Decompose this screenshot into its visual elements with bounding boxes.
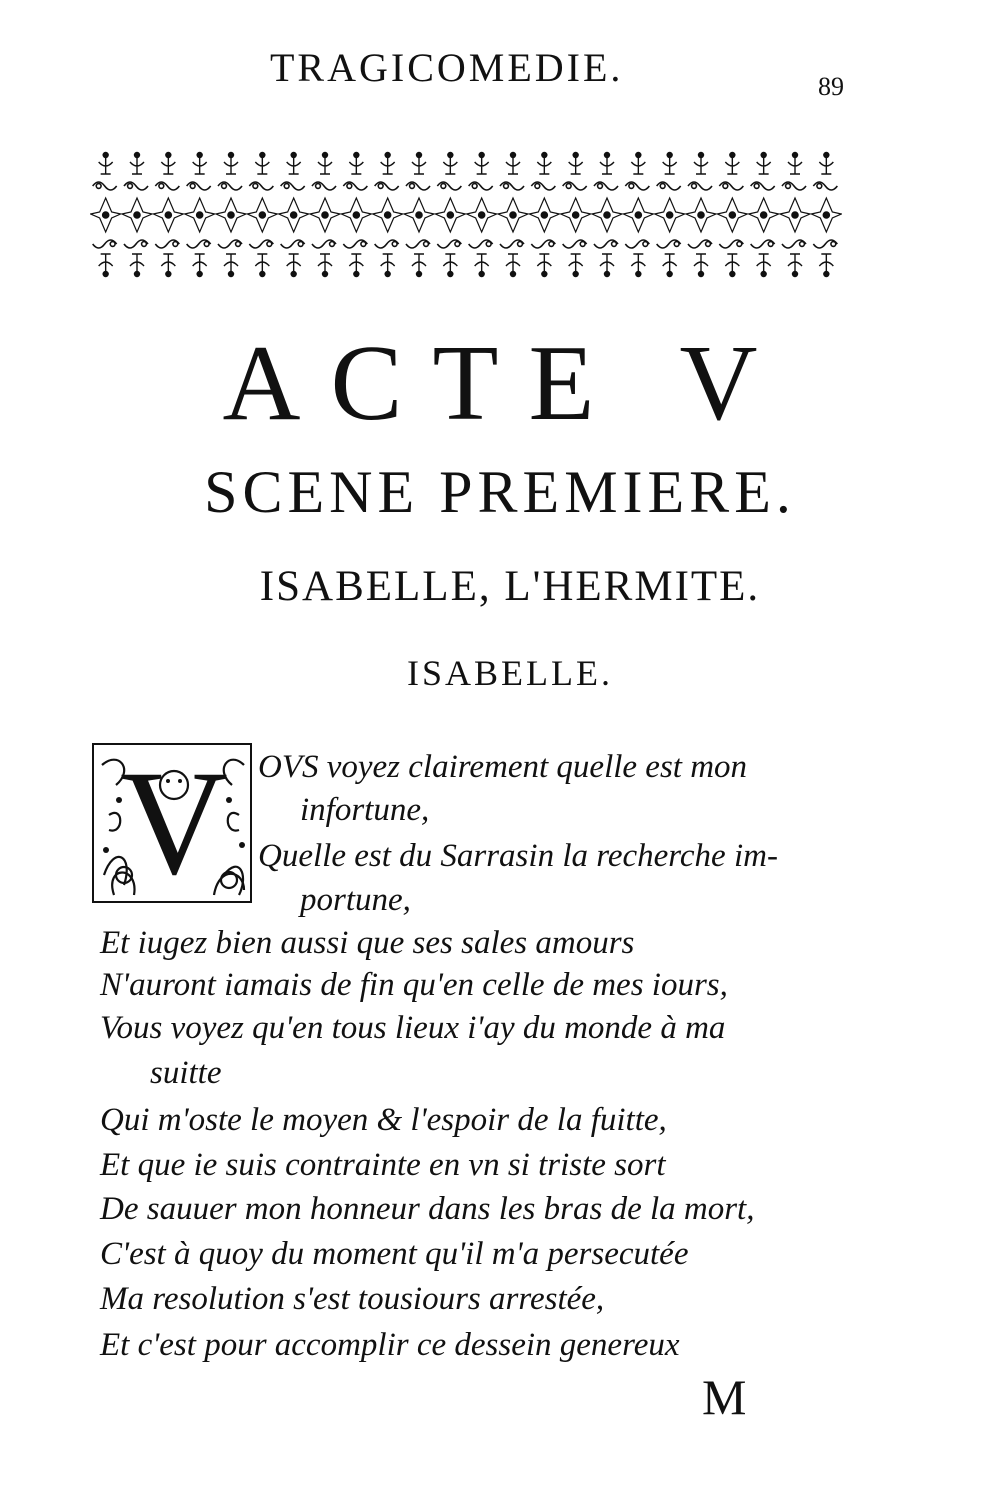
fleuron-icon [788,254,802,277]
fleuron-icon [318,153,332,175]
verse-line: Et iugez bien aussi que ses sales amours [100,925,635,961]
scroll-icon [751,240,775,248]
scroll-curl [566,184,571,189]
star-ornament-icon [435,198,465,232]
fleuron-dot [636,272,641,277]
ornament-row-scroll-lower [93,240,838,248]
scroll-curl [472,184,477,189]
scroll-icon [531,240,555,248]
fleuron-icon [631,153,645,175]
scroll-icon [500,182,524,190]
star-ornament-icon [686,198,716,232]
fleuron-dot [448,153,453,158]
fleuron-dot [354,272,359,277]
scroll-icon [93,182,117,190]
fleuron-dot [667,153,672,158]
scroll-curl [504,184,509,189]
scroll-curl [173,242,178,247]
star-ornament-icon [310,198,340,232]
star-center [290,212,296,218]
scroll-icon [124,240,148,248]
scroll-curl [737,242,742,247]
scroll-icon [343,182,367,190]
verse-line: Ma resolution s'est tousiours arrestée, [100,1281,605,1317]
fleuron-dot [542,272,547,277]
scroll-icon [657,240,681,248]
scroll-curl [159,184,164,189]
scroll-icon [719,240,743,248]
fleuron-icon [788,153,802,175]
scroll-icon [375,240,399,248]
fleuron-icon [443,254,457,277]
scroll-icon [782,182,806,190]
verse-line: Quelle est du Sarrasin la recherche im- [258,838,778,874]
fleuron-dot [699,272,704,277]
fleuron-icon [569,254,583,277]
star-ornament-icon [153,198,183,232]
fleuron-icon [819,254,833,277]
scroll-icon [813,182,837,190]
fleuron-dot [166,272,171,277]
fleuron-icon [475,254,489,277]
fleuron-dot [636,153,641,158]
scroll-curl [692,184,697,189]
fleuron-dot [511,272,516,277]
scroll-curl [817,184,822,189]
fleuron-icon [757,153,771,175]
scroll-curl [284,184,289,189]
verse-line: Vous voyez qu'en tous lieux i'ay du monde à ma [100,1010,726,1046]
page-number: 89 [818,72,844,101]
fleuron-icon [600,153,614,175]
scroll-icon [406,240,430,248]
scroll-icon [813,240,837,248]
fleuron-icon [255,153,269,175]
scroll-icon [437,182,461,190]
scroll-curl [598,184,603,189]
star-center [447,212,453,218]
ornament-band [90,150,842,280]
fleuron-icon [631,254,645,277]
star-ornament-icon [247,198,277,232]
fleuron-icon [99,153,113,175]
fleuron-icon [663,153,677,175]
fleuron-dot [417,272,422,277]
scroll-curl [410,184,415,189]
star-center [322,212,328,218]
star-ornament-icon [498,198,528,232]
fleuron-icon [412,153,426,175]
fleuron-dot [605,272,610,277]
fleuron-dot [448,272,453,277]
fleuron-dot [385,153,390,158]
scroll-curl [800,242,805,247]
fleuron-dot [667,272,672,277]
fleuron-dot [260,153,265,158]
scroll-curl [768,242,773,247]
fleuron-dot [103,153,108,158]
scroll-icon [343,240,367,248]
ornament-row-scroll-upper [93,182,838,190]
scroll-curl [110,242,115,247]
fleuron-dot [385,272,390,277]
scroll-icon [625,240,649,248]
fleuron-icon [537,254,551,277]
scroll-curl [754,184,759,189]
scroll-curl [298,242,303,247]
star-ornament-icon [749,198,779,232]
star-center [666,212,672,218]
star-ornament-icon [780,198,810,232]
scroll-curl [222,184,227,189]
scroll-icon [281,182,305,190]
fleuron-icon [349,153,363,175]
scene-heading: SCENE PREMIERE. [204,459,796,525]
scroll-icon [155,240,179,248]
scroll-curl [643,242,648,247]
fleuron-icon [725,153,739,175]
star-ornament-icon [373,198,403,232]
scroll-curl [580,242,585,247]
scroll-curl [347,184,352,189]
scroll-curl [236,242,241,247]
scroll-curl [723,184,728,189]
star-center [760,212,766,218]
fleuron-icon [161,153,175,175]
scroll-icon [594,182,618,190]
verse-line: De sauuer mon honneur dans les bras de la mort, [100,1191,755,1227]
scroll-curl [706,242,711,247]
scroll-icon [500,240,524,248]
fleuron-icon [694,153,708,175]
verse-line: Qui m'oste le moyen & l'espoir de la fuitte, [100,1102,667,1138]
decorated-initial [92,743,252,903]
fleuron-icon [819,153,833,175]
verse-line: Et c'est pour accomplir ce dessein genereux [100,1327,680,1363]
scroll-curl [267,242,272,247]
star-ornament-icon [404,198,434,232]
scroll-icon [312,240,336,248]
fleuron-icon [287,254,301,277]
scroll-curl [660,184,665,189]
star-ornament-icon [529,198,559,232]
star-ornament-icon [91,198,121,232]
fleuron-icon [224,153,238,175]
scroll-icon [249,240,273,248]
fleuron-dot [260,272,265,277]
star-ornament-icon [811,198,841,232]
scroll-icon [469,240,493,248]
fleuron-dot [197,272,202,277]
star-center [635,212,641,218]
fleuron-dot [323,272,328,277]
star-ornament-icon [216,198,246,232]
scroll-icon [469,182,493,190]
fleuron-icon [443,153,457,175]
verse-line: Et que ie suis contrainte en vn si triste sort [100,1147,666,1183]
star-center [572,212,578,218]
star-center [384,212,390,218]
scroll-curl [674,242,679,247]
ornament-row-bottom [99,254,834,277]
fleuron-icon [757,254,771,277]
fleuron-dot [354,153,359,158]
fleuron-dot [605,153,610,158]
scroll-curl [361,242,366,247]
fleuron-dot [573,272,578,277]
fleuron-icon [381,254,395,277]
scroll-icon [375,182,399,190]
drop-cap-letter: V [119,743,229,903]
ornament-row-middle [91,198,842,232]
fleuron-icon [381,153,395,175]
running-title: TRAGICOMEDIE. [270,45,624,90]
fleuron-dot [197,153,202,158]
fleuron-dot [135,153,140,158]
scroll-icon [719,182,743,190]
scroll-curl [629,184,634,189]
scroll-curl [535,184,540,189]
fleuron-dot [323,153,328,158]
scroll-curl [190,184,195,189]
scroll-icon [187,182,211,190]
fleuron-dot [291,272,296,277]
verse-line: OVS voyez clairement quelle est mon [258,749,748,785]
star-center [698,212,704,218]
fleuron-icon [475,153,489,175]
fleuron-icon [725,254,739,277]
fleuron-icon [130,254,144,277]
fleuron-dot [761,272,766,277]
star-center [353,212,359,218]
scroll-icon [218,240,242,248]
fleuron-dot [229,272,234,277]
scroll-curl [518,242,523,247]
ornament-row-top [99,153,834,175]
fleuron-dot [135,272,140,277]
fleuron-icon [569,153,583,175]
scroll-icon [688,240,712,248]
scroll-icon [124,182,148,190]
scroll-icon [437,240,461,248]
fleuron-dot [103,272,108,277]
fleuron-icon [663,254,677,277]
scroll-icon [249,182,273,190]
scroll-icon [688,182,712,190]
scroll-curl [204,242,209,247]
fleuron-dot [824,272,829,277]
fleuron-icon [224,254,238,277]
star-center [541,212,547,218]
fleuron-dot [479,153,484,158]
fleuron-icon [349,254,363,277]
act-heading: ACTE V [222,324,788,443]
scroll-icon [155,182,179,190]
fleuron-dot [824,153,829,158]
scroll-icon [281,240,305,248]
scroll-curl [378,184,383,189]
star-ornament-icon [185,198,215,232]
fleuron-icon [412,254,426,277]
star-ornament-icon [592,198,622,232]
scroll-curl [612,242,617,247]
star-ornament-icon [717,198,747,232]
scroll-icon [625,182,649,190]
star-ornament-icon [561,198,591,232]
star-center [510,212,516,218]
scroll-curl [316,184,321,189]
star-center [165,212,171,218]
fleuron-dot [417,153,422,158]
scroll-curl [441,184,446,189]
fleuron-icon [600,254,614,277]
scroll-curl [142,242,147,247]
fleuron-dot [730,272,735,277]
scroll-icon [563,240,587,248]
star-center [134,212,140,218]
characters-heading: ISABELLE, L'HERMITE. [259,563,761,610]
scroll-curl [424,242,429,247]
scroll-curl [455,242,460,247]
verse-line: N'auront iamais de fin qu'en celle de mes iours, [100,967,728,1003]
fleuron-dot [761,153,766,158]
star-center [729,212,735,218]
fleuron-icon [193,153,207,175]
scroll-curl [831,242,836,247]
scroll-icon [187,240,211,248]
fleuron-icon [193,254,207,277]
verse-line: suitte [150,1055,222,1091]
fleuron-icon [506,153,520,175]
fleuron-icon [99,254,113,277]
fleuron-dot [291,153,296,158]
scroll-icon [594,240,618,248]
scroll-curl [253,184,258,189]
star-center [416,212,422,218]
fleuron-dot [479,272,484,277]
fleuron-icon [255,254,269,277]
verse-line: portune, [300,882,411,918]
verse-line: infortune, [300,792,430,828]
fleuron-icon [130,153,144,175]
fleuron-dot [511,153,516,158]
scroll-icon [782,240,806,248]
star-center [792,212,798,218]
scroll-curl [392,242,397,247]
scroll-curl [786,184,791,189]
scroll-icon [218,182,242,190]
scroll-icon [751,182,775,190]
scroll-icon [657,182,681,190]
star-center [228,212,234,218]
fleuron-icon [506,254,520,277]
fleuron-dot [166,153,171,158]
fleuron-dot [542,153,547,158]
scroll-curl [549,242,554,247]
star-ornament-icon [467,198,497,232]
catchword: M [702,1369,747,1425]
star-center [259,212,265,218]
fleuron-icon [287,153,301,175]
star-ornament-icon [341,198,371,232]
fleuron-dot [699,153,704,158]
fleuron-dot [793,272,798,277]
fleuron-dot [573,153,578,158]
star-ornament-icon [623,198,653,232]
star-center [196,212,202,218]
fleuron-dot [229,153,234,158]
scroll-icon [93,240,117,248]
fleuron-dot [793,153,798,158]
scroll-curl [128,184,133,189]
fleuron-icon [694,254,708,277]
star-ornament-icon [279,198,309,232]
fleuron-icon [318,254,332,277]
fleuron-icon [537,153,551,175]
scroll-icon [406,182,430,190]
scroll-icon [312,182,336,190]
scroll-curl [96,184,101,189]
star-center [823,212,829,218]
verse-line: C'est à quoy du moment qu'il m'a persecutée [100,1236,689,1272]
fleuron-dot [730,153,735,158]
scroll-curl [330,242,335,247]
star-center [478,212,484,218]
star-ornament-icon [655,198,685,232]
star-ornament-icon [122,198,152,232]
scroll-curl [486,242,491,247]
scroll-icon [563,182,587,190]
scroll-icon [531,182,555,190]
star-center [604,212,610,218]
fleuron-icon [161,254,175,277]
speaker-name: ISABELLE. [407,653,613,693]
star-center [102,212,108,218]
